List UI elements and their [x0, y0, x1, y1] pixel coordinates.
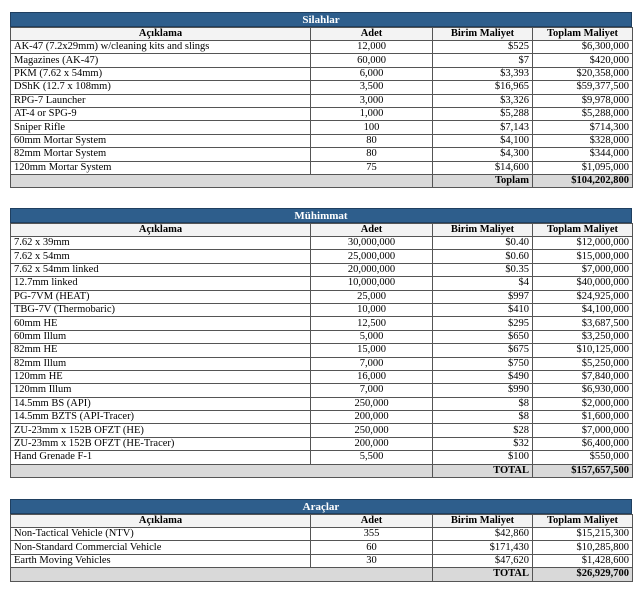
cost-table [10, 514, 633, 582]
header-total-cost: Toplam Maliyet [533, 28, 633, 41]
cell-unit-cost: $410 [433, 303, 533, 316]
cell-total-cost: $714,300 [533, 121, 633, 134]
cell-quantity: 75 [311, 161, 433, 174]
cell-total-cost: $7,840,000 [533, 370, 633, 383]
cell-unit-cost: $16,965 [433, 81, 533, 94]
cell-quantity: 5,000 [311, 330, 433, 343]
cell-quantity: 6,000 [311, 67, 433, 80]
cell-unit-cost: $8 [433, 397, 533, 410]
cell-description: Magazines (AK-47) [11, 54, 311, 67]
cell-description: 60mm Illum [11, 330, 311, 343]
cell-total-cost: $6,400,000 [533, 437, 633, 450]
cell-total-cost: $7,000,000 [533, 263, 633, 276]
cell-description: 82mm HE [11, 344, 311, 357]
cell-total-cost: $6,930,000 [533, 384, 633, 397]
cell-description: 14.5mm BS (API) [11, 397, 311, 410]
table-row [11, 121, 633, 134]
cell-quantity: 1,000 [311, 107, 433, 120]
table-row [11, 384, 633, 397]
table-row [11, 277, 633, 290]
cell-unit-cost: $990 [433, 384, 533, 397]
cell-description: Non-Tactical Vehicle (NTV) [11, 528, 311, 541]
header-total-cost: Toplam Maliyet [533, 515, 633, 528]
cell-quantity: 200,000 [311, 411, 433, 424]
cell-quantity: 16,000 [311, 370, 433, 383]
cell-quantity: 12,500 [311, 317, 433, 330]
cell-quantity: 80 [311, 148, 433, 161]
cell-unit-cost: $4 [433, 277, 533, 290]
cell-quantity: 25,000,000 [311, 250, 433, 263]
cell-total-cost: $5,250,000 [533, 357, 633, 370]
cell-description: TBG-7V (Thermobaric) [11, 303, 311, 316]
section-title: Mühimmat [10, 208, 632, 223]
table-row [11, 437, 633, 450]
cell-description: 120mm HE [11, 370, 311, 383]
header-row [11, 224, 633, 237]
cell-description: PKM (7.62 x 54mm) [11, 67, 311, 80]
cell-quantity: 7,000 [311, 384, 433, 397]
table-row [11, 94, 633, 107]
cell-unit-cost: $8 [433, 411, 533, 424]
table-row [11, 451, 633, 464]
cell-description: DShK (12.7 x 108mm) [11, 81, 311, 94]
cell-quantity: 60 [311, 541, 433, 554]
cell-unit-cost: $750 [433, 357, 533, 370]
cost-table [10, 27, 633, 188]
cell-total-cost: $24,925,000 [533, 290, 633, 303]
cell-quantity: 25,000 [311, 290, 433, 303]
cell-unit-cost: $42,860 [433, 528, 533, 541]
section-title: Araçlar [10, 499, 632, 514]
total-value: $26,929,700 [533, 568, 633, 581]
cell-total-cost: $550,000 [533, 451, 633, 464]
section-araclar [10, 499, 632, 582]
cell-total-cost: $20,358,000 [533, 67, 633, 80]
header-unit-cost: Birim Maliyet [433, 515, 533, 528]
cell-description: 120mm Illum [11, 384, 311, 397]
table-row [11, 134, 633, 147]
cell-quantity: 30,000,000 [311, 237, 433, 250]
table-row [11, 330, 633, 343]
cell-description: 120mm Mortar System [11, 161, 311, 174]
cell-unit-cost: $650 [433, 330, 533, 343]
cell-unit-cost: $5,288 [433, 107, 533, 120]
cell-quantity: 3,000 [311, 94, 433, 107]
cell-quantity: 250,000 [311, 397, 433, 410]
cell-total-cost: $420,000 [533, 54, 633, 67]
section-muhimmat [10, 208, 632, 478]
table-row [11, 263, 633, 276]
cell-total-cost: $9,978,000 [533, 94, 633, 107]
table-row [11, 424, 633, 437]
cost-table [10, 223, 633, 478]
header-row [11, 515, 633, 528]
table-row [11, 161, 633, 174]
total-label: TOTAL [433, 464, 533, 477]
header-quantity: Adet [311, 515, 433, 528]
total-value: $104,202,800 [533, 174, 633, 187]
cell-description: ZU-23mm x 152B OFZT (HE) [11, 424, 311, 437]
total-value: $157,657,500 [533, 464, 633, 477]
cell-quantity: 5,500 [311, 451, 433, 464]
table-row [11, 250, 633, 263]
total-spacer [11, 568, 433, 581]
cell-description: PG-7VM (HEAT) [11, 290, 311, 303]
cell-unit-cost: $0.40 [433, 237, 533, 250]
cell-description: 82mm Illum [11, 357, 311, 370]
cell-unit-cost: $997 [433, 290, 533, 303]
cell-total-cost: $1,095,000 [533, 161, 633, 174]
cell-unit-cost: $3,393 [433, 67, 533, 80]
total-spacer [11, 174, 433, 187]
cell-unit-cost: $3,326 [433, 94, 533, 107]
cell-total-cost: $59,377,500 [533, 81, 633, 94]
table-row [11, 237, 633, 250]
cell-total-cost: $10,125,000 [533, 344, 633, 357]
header-quantity: Adet [311, 224, 433, 237]
cell-unit-cost: $171,430 [433, 541, 533, 554]
total-row [11, 568, 633, 581]
cell-unit-cost: $7,143 [433, 121, 533, 134]
cell-quantity: 30 [311, 554, 433, 567]
cell-description: Hand Grenade F-1 [11, 451, 311, 464]
table-row [11, 370, 633, 383]
cell-unit-cost: $14,600 [433, 161, 533, 174]
cell-unit-cost: $100 [433, 451, 533, 464]
cell-total-cost: $7,000,000 [533, 424, 633, 437]
cell-unit-cost: $0.35 [433, 263, 533, 276]
cell-total-cost: $6,300,000 [533, 41, 633, 54]
cell-description: AT-4 or SPG-9 [11, 107, 311, 120]
cell-quantity: 10,000,000 [311, 277, 433, 290]
cell-quantity: 80 [311, 134, 433, 147]
cell-quantity: 12,000 [311, 41, 433, 54]
cell-description: ZU-23mm x 152B OFZT (HE-Tracer) [11, 437, 311, 450]
cell-unit-cost: $28 [433, 424, 533, 437]
header-description: Açıklama [11, 224, 311, 237]
cell-quantity: 100 [311, 121, 433, 134]
table-row [11, 81, 633, 94]
table-row [11, 411, 633, 424]
table-row [11, 148, 633, 161]
cell-total-cost: $1,600,000 [533, 411, 633, 424]
cell-description: 7.62 x 54mm [11, 250, 311, 263]
table-row [11, 357, 633, 370]
cell-description: 82mm Mortar System [11, 148, 311, 161]
total-row [11, 174, 633, 187]
cell-description: 60mm Mortar System [11, 134, 311, 147]
cell-quantity: 355 [311, 528, 433, 541]
cell-unit-cost: $295 [433, 317, 533, 330]
table-row [11, 54, 633, 67]
cell-unit-cost: $0.60 [433, 250, 533, 263]
cell-unit-cost: $7 [433, 54, 533, 67]
cell-total-cost: $2,000,000 [533, 397, 633, 410]
cell-total-cost: $15,000,000 [533, 250, 633, 263]
cell-total-cost: $344,000 [533, 148, 633, 161]
cell-quantity: 7,000 [311, 357, 433, 370]
cell-quantity: 10,000 [311, 303, 433, 316]
cell-description: Sniper Rifle [11, 121, 311, 134]
table-row [11, 41, 633, 54]
table-row [11, 290, 633, 303]
table-row [11, 67, 633, 80]
cell-description: AK-47 (7.2x29mm) w/cleaning kits and slings [11, 41, 311, 54]
cell-total-cost: $5,288,000 [533, 107, 633, 120]
total-spacer [11, 464, 433, 477]
table-row [11, 344, 633, 357]
cell-description: 7.62 x 54mm linked [11, 263, 311, 276]
cell-quantity: 20,000,000 [311, 263, 433, 276]
cell-total-cost: $40,000,000 [533, 277, 633, 290]
table-row [11, 541, 633, 554]
cell-quantity: 250,000 [311, 424, 433, 437]
cell-total-cost: $1,428,600 [533, 554, 633, 567]
header-row [11, 28, 633, 41]
cell-unit-cost: $32 [433, 437, 533, 450]
cell-unit-cost: $47,620 [433, 554, 533, 567]
cell-total-cost: $4,100,000 [533, 303, 633, 316]
cell-description: 12.7mm linked [11, 277, 311, 290]
cell-description: Non-Standard Commercial Vehicle [11, 541, 311, 554]
header-total-cost: Toplam Maliyet [533, 224, 633, 237]
table-row [11, 554, 633, 567]
table-row [11, 317, 633, 330]
cell-quantity: 60,000 [311, 54, 433, 67]
cell-total-cost: $3,687,500 [533, 317, 633, 330]
cell-description: 7.62 x 39mm [11, 237, 311, 250]
header-quantity: Adet [311, 28, 433, 41]
header-unit-cost: Birim Maliyet [433, 224, 533, 237]
cell-unit-cost: $4,300 [433, 148, 533, 161]
cell-unit-cost: $525 [433, 41, 533, 54]
header-description: Açıklama [11, 515, 311, 528]
total-label: TOTAL [433, 568, 533, 581]
cell-description: Earth Moving Vehicles [11, 554, 311, 567]
cell-quantity: 3,500 [311, 81, 433, 94]
cell-quantity: 200,000 [311, 437, 433, 450]
cell-total-cost: $3,250,000 [533, 330, 633, 343]
table-row [11, 397, 633, 410]
cell-unit-cost: $490 [433, 370, 533, 383]
table-row [11, 107, 633, 120]
header-description: Açıklama [11, 28, 311, 41]
cell-description: 14.5mm BZTS (API-Tracer) [11, 411, 311, 424]
cell-total-cost: $12,000,000 [533, 237, 633, 250]
section-silahlar [10, 12, 632, 188]
total-label: Toplam [433, 174, 533, 187]
table-row [11, 528, 633, 541]
cell-description: RPG-7 Launcher [11, 94, 311, 107]
cell-total-cost: $10,285,800 [533, 541, 633, 554]
cell-total-cost: $328,000 [533, 134, 633, 147]
cell-total-cost: $15,215,300 [533, 528, 633, 541]
total-row [11, 464, 633, 477]
cell-unit-cost: $675 [433, 344, 533, 357]
section-title: Silahlar [10, 12, 632, 27]
cell-description: 60mm HE [11, 317, 311, 330]
cell-quantity: 15,000 [311, 344, 433, 357]
header-unit-cost: Birim Maliyet [433, 28, 533, 41]
cell-unit-cost: $4,100 [433, 134, 533, 147]
table-row [11, 303, 633, 316]
